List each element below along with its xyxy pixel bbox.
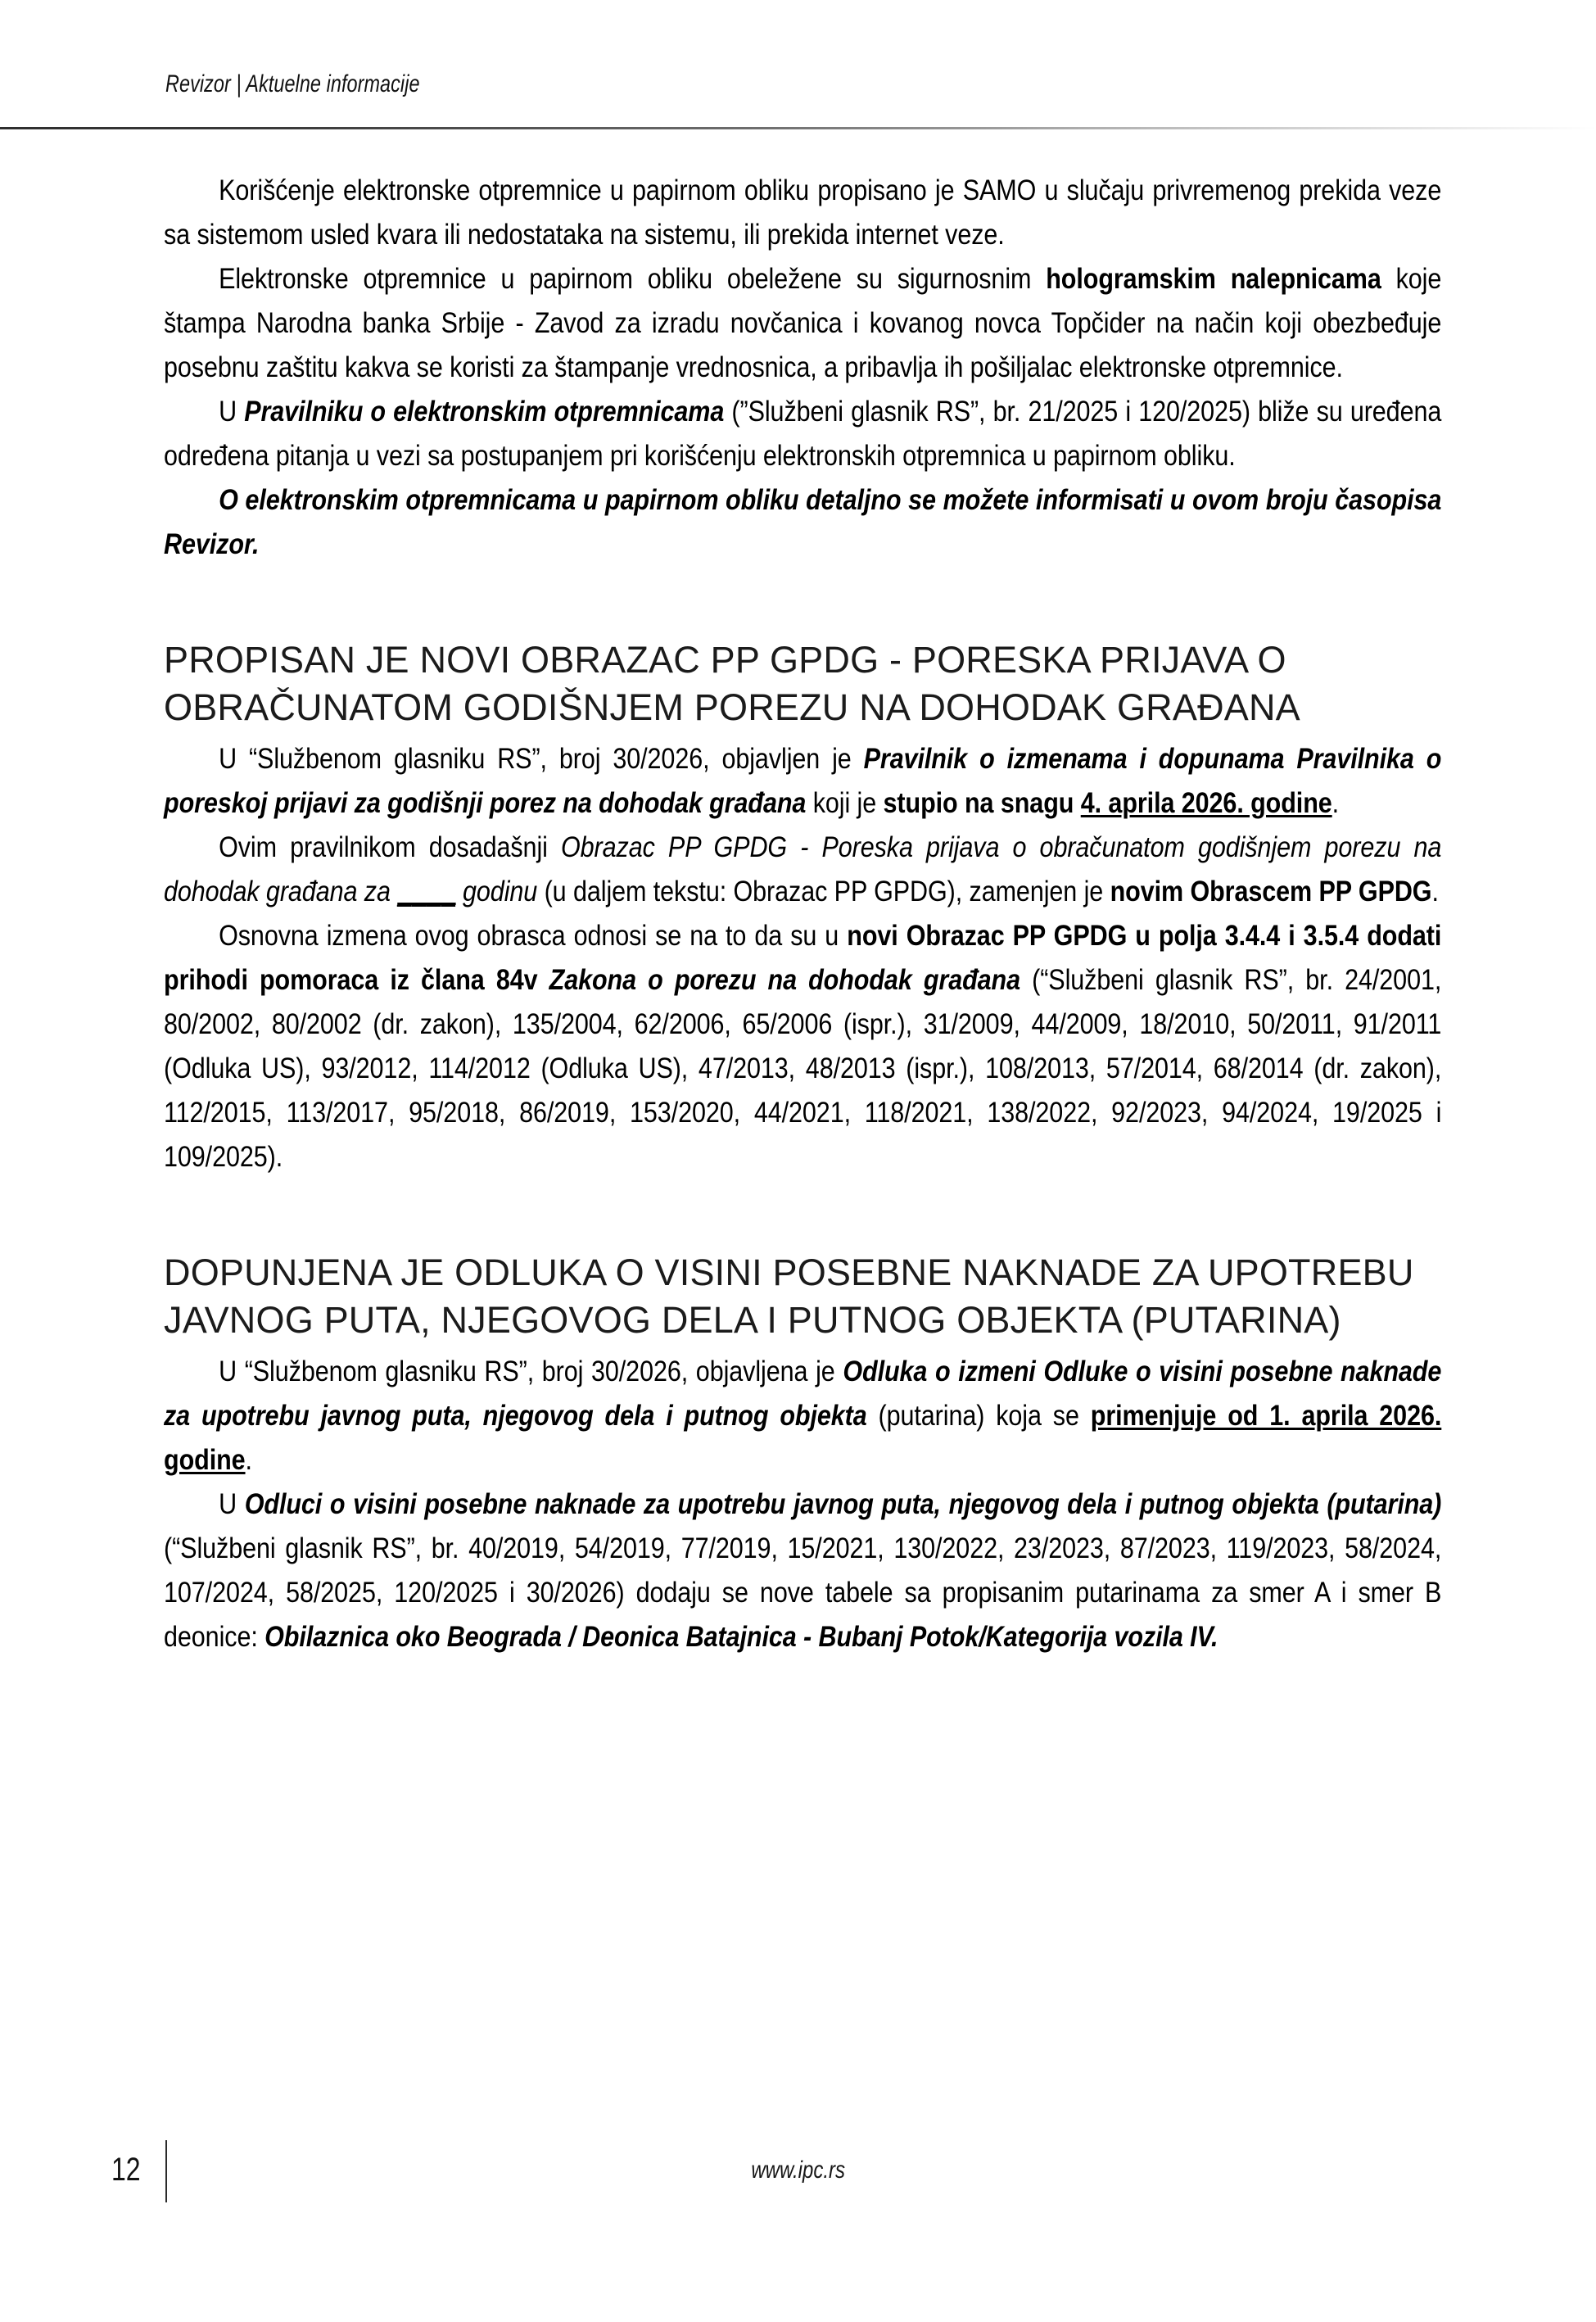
p6-blank-placeholder: ____ [397,875,456,908]
p5-bold-1: stupio na snagu [883,786,1081,819]
p5-text-1: U “Službenom glasniku RS”, broj 30/2026, objavljen je [219,742,864,775]
spacer-before-heading-2 [164,1179,1441,1249]
p6-text-3: . [1431,875,1439,908]
p4-bolditalic-1: O elektronskim otpremnicama u papirnom obliku detaljno se možete informisati u ovom broju časopisa Revizor. [164,483,1442,560]
running-header-text: Revizor | Aktuelne informacije [165,70,420,97]
p5-bolditalic-1: Pravilnik o izmenama i dopunama Pravilnika o poreskoj prijavi za godišnji porez na dohodak građana [164,742,1442,819]
p8-bold-underline-date: primenjuje od 1. aprila 2026. godine [164,1399,1442,1476]
paragraph-9 [164,1482,1441,1659]
paragraph-6 [164,825,1441,913]
p3-text-1: U [219,395,245,428]
paragraph-5 [164,736,1441,825]
p2-text-1: Elektronske otpremnice u papirnom obliku obeležene su sigurnosnim [219,262,1047,295]
p8-text-3: . [245,1443,252,1476]
p9-text-2: (“Službeni glasnik RS”, br. 40/2019, 54/2019, 77/2019, 15/2021, 130/2022, 23/2023, 87/2023, 119/2023, 58/2024, 107/2024, 58/2025, 120/2025 i 30/2026) dodaju se nove tabele sa propisanim putarinama za smer A i smer B deonice: [164,1532,1442,1653]
p7-bold-1: novi Obrazac PP GPDG u polja 3.4.4 i 3.5.4 dodati prihodi pomoraca iz člana 84v [164,919,1442,996]
p7-text-2: (“Službeni glasnik RS”, br. 24/2001, 80/2002, 80/2002 (dr. zakon), 135/2004, 62/2006, 65/2006 (ispr.), 31/2009, 44/2009, 18/2010, 50/2011, 91/2011 (Odluka US), 93/2012, 114/2012 (Odluka US), 47/2013, 48/2013 (ispr.), 108/2013, 57/2014, 68/2014 (dr. zakon), 112/2015, 113/2017, 95/2018, 86/2019, 153/2020, 44/2021, 118/2021, 138/2022, 92/2023, 94/2024, 19/2025 i 109/2025). [164,963,1442,1173]
page-footer [0,2145,1596,2211]
p5-bold-underline-date: 4. aprila 2026. godine [1080,786,1332,819]
running-header [0,70,1596,128]
paragraph-3 [164,389,1441,478]
paragraph-8 [164,1349,1441,1482]
p6-bold-1: novim Obrascem PP GPDG [1110,875,1432,908]
p6-italic-1: Obrazac PP GPDG - Poreska prijava o obračunatom godišnjem porezu na dohodak građana za [164,831,1442,908]
p9-bolditalic-1: Odluci o visini posebne naknade za upotrebu javnog puta, njegovog dela i putnog objekta (putarina) [244,1487,1442,1520]
p6-italic-2: godinu [455,875,538,908]
paragraph-1 [164,168,1441,256]
p5-text-3: . [1332,786,1340,819]
p6-text-1: Ovim pravilnikom dosadašnji [219,831,561,863]
p7-text-1: Osnovna izmena ovog obrasca odnosi se na to da su u [219,919,848,952]
p1-text: Korišćenje elektronske otpremnice u papirnom obliku propisano je SAMO u slučaju privremenog prekida veze sa sistemom usled kvara ili nedostataka na sistemu, ili prekida internet veze. [164,174,1442,251]
spacer-before-heading-1 [164,566,1441,636]
p8-text-1: U “Službenom glasniku RS”, broj 30/2026, objavljena je [219,1355,843,1387]
section-heading-2: DOPUNJENA JE ODLUKA O VISINI POSEBNE NAKNADE ZA UPOTREBU JAVNOG PUTA, NJEGOVOG DELA I PUTNOG OBJEKTA (PUTARINA) [164,1252,1414,1341]
paragraph-2 [164,256,1441,389]
p8-text-2: (putarina) koja se [866,1399,1091,1432]
p3-text-2: (”Službeni glasnik RS”, br. 21/2025 i 120/2025) bliže su uređena određena pitanja u vezi sa postupanjem pri korišćenju elektronskih otpremnica u papirnom obliku. [164,395,1442,472]
p2-bold-1: hologramskim nalepnicama [1046,262,1381,295]
p5-text-2: koji je [806,786,884,819]
main-content [164,168,1441,1659]
header-divider-rule [0,127,1596,129]
p2-text-2: koje štampa Narodna banka Srbije - Zavod za izradu novčanica i kovanog novca Topčider na način koji obezbeđuje posebnu zaštitu kakva se koristi za štampanje vrednosnica, a pribavlja ih pošiljalac elektronske otpremnice. [164,262,1442,383]
paragraph-4 [164,478,1441,566]
footer-website [0,2157,1596,2184]
p3-bolditalic-1: Pravilniku o elektronskim otpremnicama [244,395,725,428]
p6-text-2: (u daljem tekstu: Obrazac PP GPDG), zamenjen je [537,875,1110,908]
p7-bolditalic-1: Zakona o porezu na dohodak građana [549,963,1021,996]
p9-bolditalic-2: Obilaznica oko Beograda / Deonica Batajnica - Bubanj Potok/Kategorija vozila IV. [264,1620,1218,1653]
p9-text-1: U [219,1487,245,1520]
footer-website-text: www.ipc.rs [751,2157,845,2184]
section-heading-1: PROPISAN JE NOVI OBRAZAC PP GPDG - PORESKA PRIJAVA O OBRAČUNATOM GODIŠNJEM POREZU NA DOHODAK GRAĐANA [164,639,1300,728]
paragraph-7 [164,913,1441,1179]
footer-page-number: 12 [111,2152,141,2188]
p8-bolditalic-1: Odluka o izmeni Odluke o visini posebne naknade za upotrebu javnog puta, njegovog dela i putnog objekta [164,1355,1442,1432]
